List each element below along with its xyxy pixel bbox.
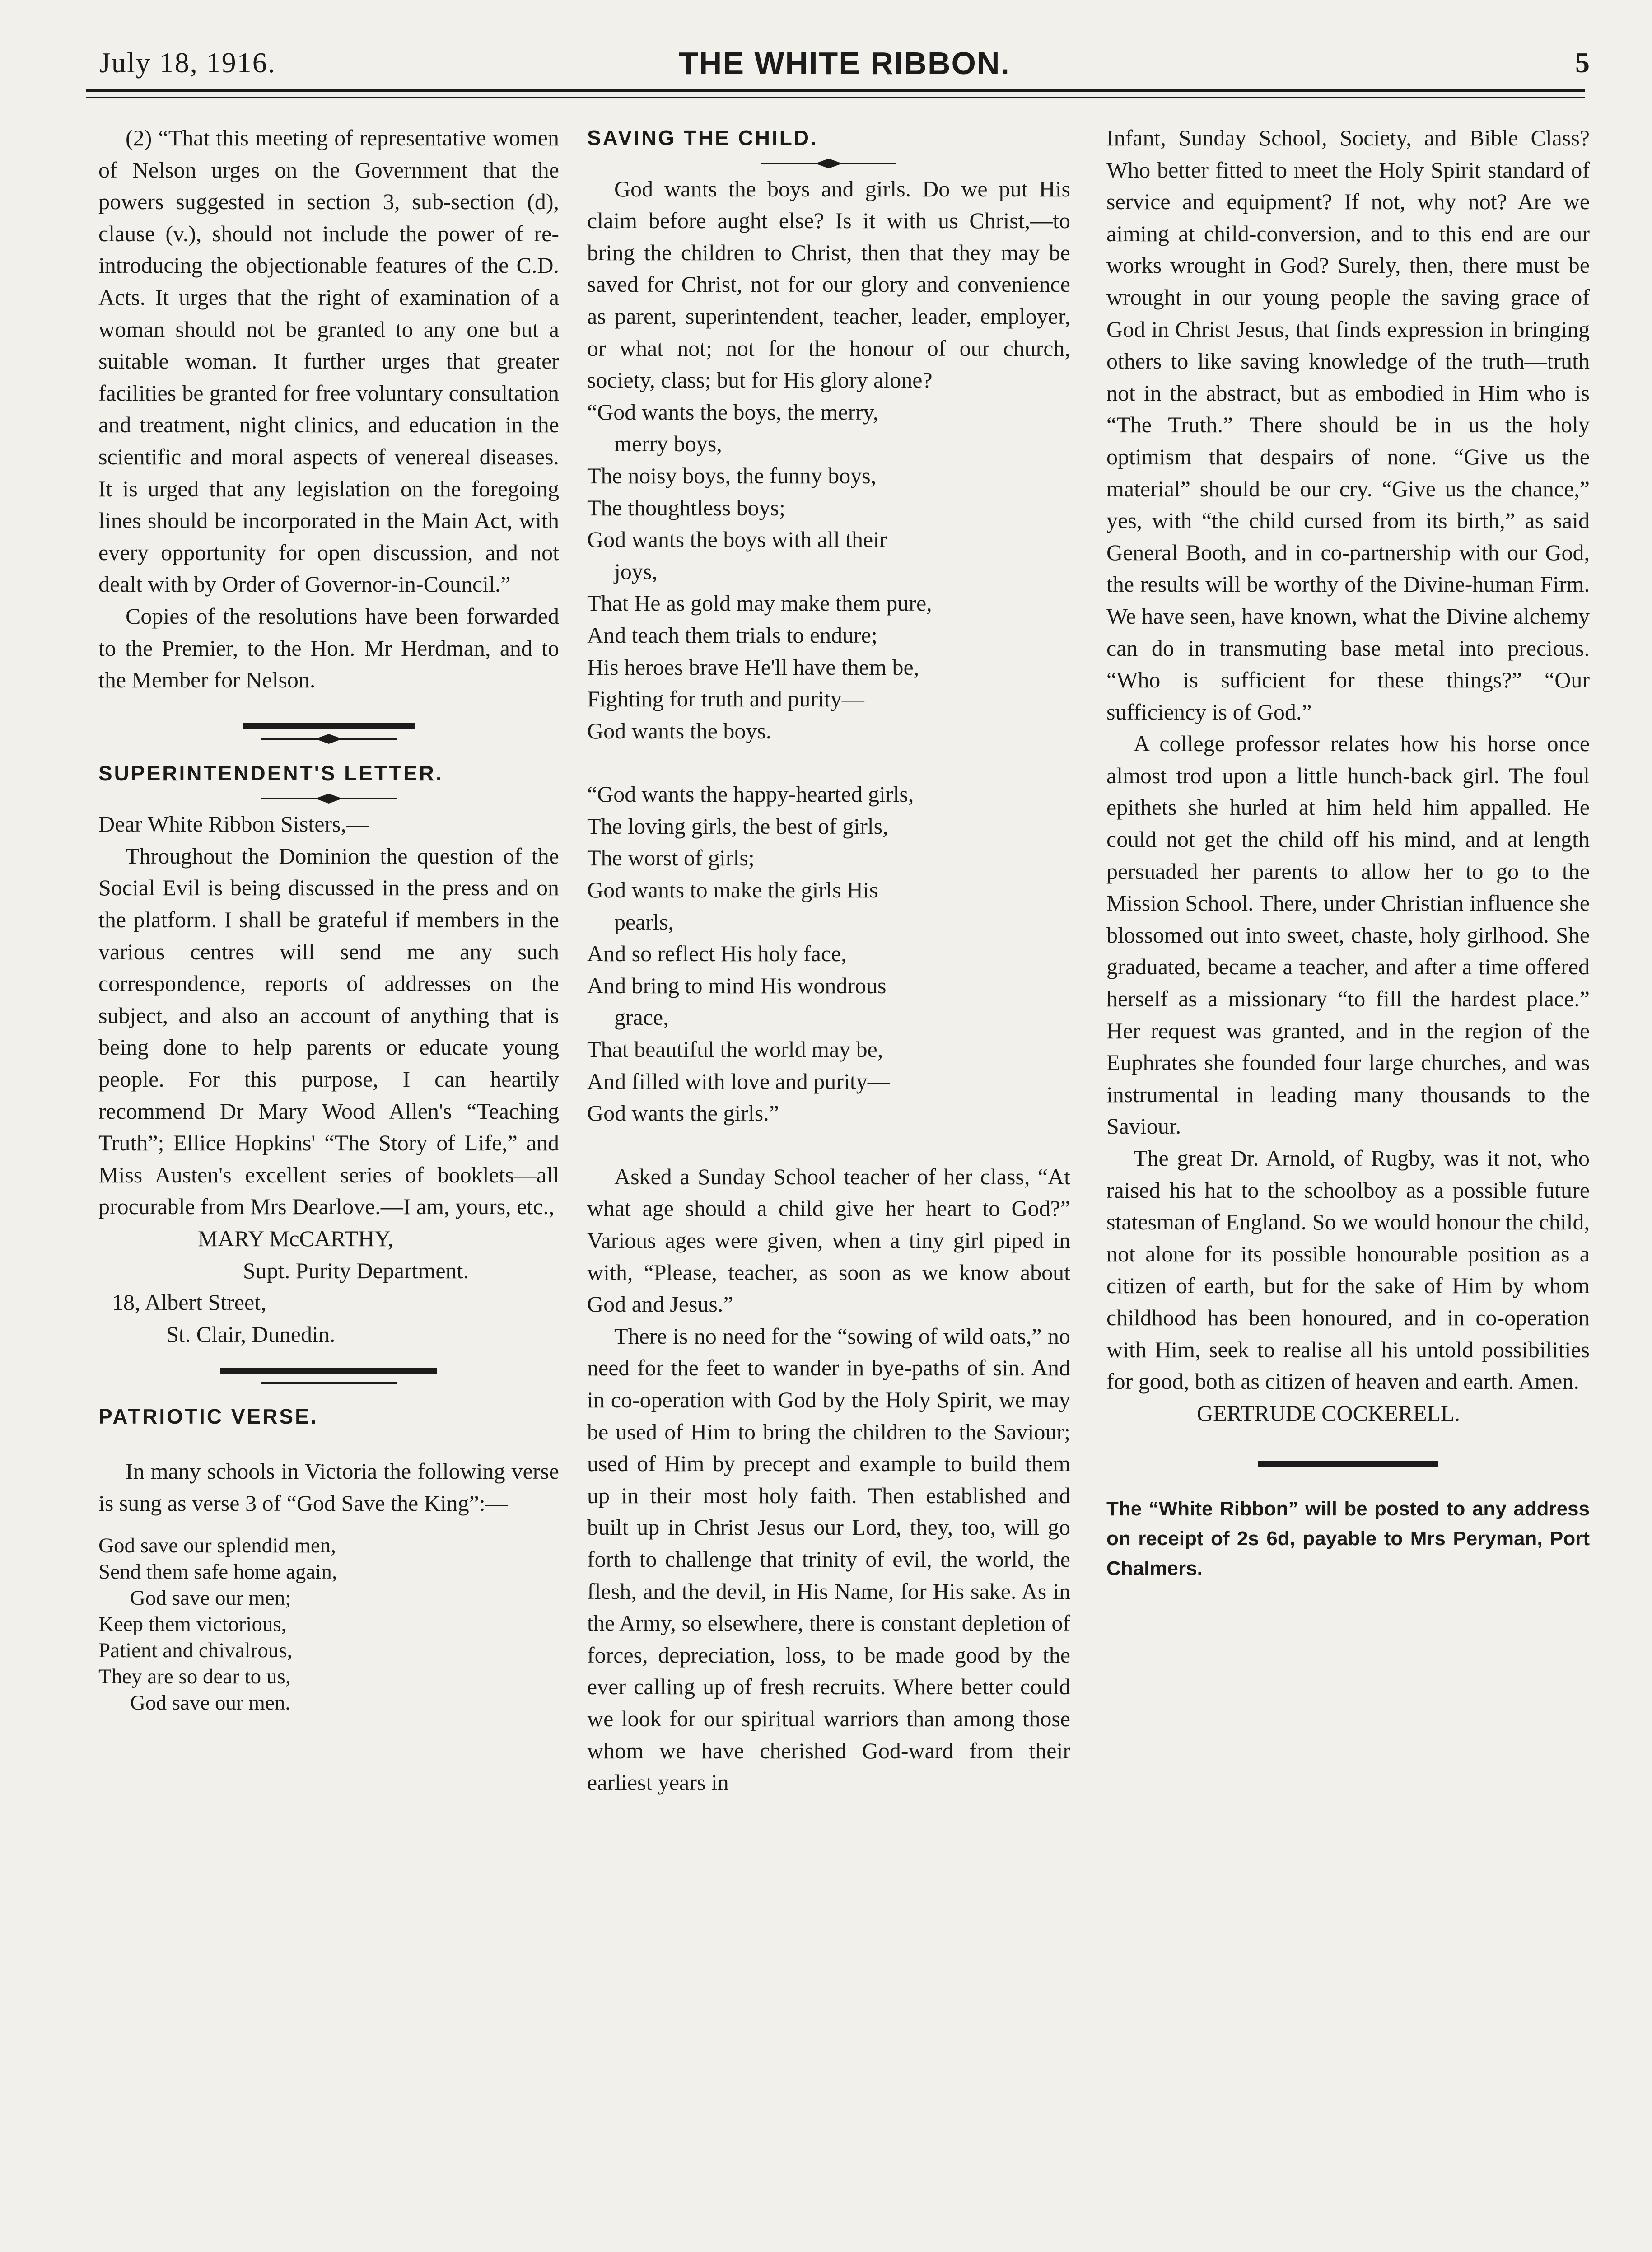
poem-line: The worst of girls;: [587, 845, 755, 871]
saving-the-child-heading: SAVING THE CHILD.: [587, 126, 818, 150]
section-divider: [243, 723, 415, 729]
ornament-divider-icon: [261, 1378, 397, 1388]
poem-line: That He as gold may make them pure,: [587, 590, 932, 616]
poem-line: His heroes brave He'll have them be,: [587, 654, 919, 680]
resolution-paragraph: (2) “That this meeting of representative women of Nelson urges on the Government that the powers suggested in section 3, sub-section (d), clause (v.), should not include the power of re-introducing the objectionable features of the C.D. Acts. It urges that the right of examination of a woman should not be granted to any one but a suitable woman. It further urges that greater facilities be granted for free voluntary consultation and treatment, night clinics, and education in the scientific and moral aspects of venereal diseases. It is urged that any legislation on the foregoing lines should be incorporated in the Main Act, with every opportunity for open discussion, and not dealt with by Order of Governor-in-Council.”: [98, 125, 559, 597]
poem-line: pearls,: [614, 909, 674, 934]
dr-arnold-paragraph: The great Dr. Arnold, of Rugby, was it not, who raised his hat to the schoolboy as a possible future statesman of England. So we would honour the child, not alone for its possible honourable position as a citizen of earth, but for the sake of Him by whom childhood has been honoured, and in co-operation with Him, seek to realise all his untold possibilities for good, both as citizen of heaven and earth. Amen.: [1106, 1145, 1590, 1394]
patriotic-verse-heading: PATRIOTIC VERSE.: [98, 1405, 318, 1429]
verse-line: God save our splendid men,: [98, 1534, 336, 1558]
continued-paragraph: Infant, Sunday School, Society, and Bible Class? Who better fitted to meet the Holy Spirit standard of service and equipment? If not, why not? Are we aiming at child-conversion, and to this end are our works wrought in God? Surely, then, there must be wrought in our young people the saving grace of God in Christ Jesus, that finds expression in bringing others to like saving knowledge of the truth—truth not in the abstract, but as embodied in Him who is “The Truth.” There should be in us the holy optimism that despairs of none. “Give us the material” should be our cry. “Give us the chance,” yes, with “the child cursed from its birth,” as said General Booth, and in co-partnership with our God, the results will be worthy of the Divine-human Firm. We have seen, have known, what the Divine alchemy can do in transmuting base metal into precious. “Who is sufficient for these things?” “Our sufficiency is of God.”: [1106, 125, 1590, 724]
section-divider: [220, 1368, 437, 1374]
letter-salutation: Dear White Ribbon Sisters,—: [98, 811, 369, 837]
poem-girls: [587, 778, 1070, 1129]
verse-line: Send them safe home again,: [98, 1560, 337, 1584]
poem-line: The loving girls, the best of girls,: [587, 813, 888, 839]
poem-line: Fighting for truth and purity—: [587, 686, 864, 712]
verse-line: They are so dear to us,: [98, 1665, 291, 1689]
verse-line: God save our men.: [130, 1691, 291, 1715]
poem-line: That beautiful the world may be,: [587, 1037, 883, 1062]
ornament-divider-icon: [261, 793, 397, 804]
verse-line: Keep them victorious,: [98, 1612, 287, 1636]
letter-address-line-1: 18, Albert Street,: [112, 1290, 266, 1315]
article-signature: GERTRUDE COCKERELL.: [1197, 1400, 1461, 1426]
sunday-school-paragraph: Asked a Sunday School teacher of her class, “At what age should a child give her heart to God?” Various ages were given, when a tiny girl piped in with, “Please, teacher, as soon as we know about God and Jesus.”: [587, 1163, 1070, 1317]
poem-boys: [587, 396, 1070, 747]
page-number: 5: [1575, 47, 1590, 79]
patriotic-verse: [98, 1532, 559, 1716]
newspaper-title: THE WHITE RIBBON.: [679, 46, 1010, 81]
letter-signature-title: Supt. Purity Department.: [243, 1257, 469, 1283]
poem-line: And filled with love and purity—: [587, 1068, 890, 1094]
poem-line: God wants to make the girls His: [587, 877, 878, 903]
poem-line: grace,: [614, 1005, 669, 1030]
saving-intro-paragraph: God wants the boys and girls. Do we put His claim before aught else? Is it with us Christ,—to bring the children to Christ, then that they may be saved for Christ, not for our glory and convenience as parent, superintendent, teacher, leader, employer, or what not; not for the honour of our church, society, class; but for His glory alone?: [587, 176, 1070, 393]
column-1: [98, 122, 559, 1716]
poem-line: God wants the boys with all their: [587, 527, 887, 552]
poem-line: merry boys,: [614, 431, 722, 457]
poem-line: “God wants the happy-hearted girls,: [587, 781, 914, 807]
header-rule-thin: [86, 97, 1585, 98]
letter-body: Throughout the Dominion the question of the Social Evil is being discussed in the press and on the platform. I shall be grateful if members in the various centres will send me any such correspondence, reports of addresses on the subject, and also an account of anything that is being done to help parents or educate young people. For this purpose, I can heartily recommend Dr Mary Wood Allen's “Teaching Truth”; Ellice Hopkins' “The Story of Life,” and Miss Austen's excellent series of booklets—all procurable from Mrs Dearlove.—I am, yours, etc.,: [98, 843, 559, 1219]
poem-line: God wants the boys.: [587, 718, 772, 743]
subscription-notice: The “White Ribbon” will be posted to any address on receipt of 2s 6d, payable to Mrs Peryman, Port Chalmers.: [1106, 1498, 1590, 1580]
poem-line: The noisy boys, the funny boys,: [587, 463, 877, 488]
poem-line: The thoughtless boys;: [587, 495, 785, 520]
poem-line: God wants the girls.”: [587, 1100, 779, 1126]
verse-line: God save our men;: [130, 1586, 291, 1610]
header-rule: [86, 89, 1585, 92]
wild-oats-paragraph: There is no need for the “sowing of wild oats,” no need for the feet to wander in bye-paths of sin. And in co-operation with God by the Holy Spirit, we may be used of Him to bring the children to the Saviour; used of Him by precept and example to build them up in their most holy faith. Then established and built up in Christ Jesus our Lord, they, too, will go forth to challenge that trinity of evil, the world, the flesh, and the devil, in His Name, for His sake. As in the Army, so elsewhere, there is constant depletion of forces, depreciation, loss, to be made good by the ever calling up of fresh recruits. Where better could we look for our spiritual warriors than among those whom we have cherished God-ward from their earliest years in: [587, 1323, 1070, 1795]
letter-signature-name: MARY McCARTHY,: [198, 1226, 394, 1251]
college-professor-paragraph: A college professor relates how his horse once almost trod upon a little hunch-back girl. The foul epithets she hurled at him held him appalled. He could not get the child off his mind, and at length persuaded her parents to allow her to go to the Mission School. There, under Christian influence she blossomed out into sweet, chaste, holy girlhood. She graduated, became a teacher, and after a time offered herself as a missionary “to fill the hardest place.” Her request was granted, and in the region of the Euphrates she founded four large churches, and was instrumental in leading many thousands to the Saviour.: [1106, 731, 1590, 1139]
ornament-divider-icon: [261, 733, 397, 745]
poem-line: And so reflect His holy face,: [587, 941, 847, 967]
column-3: [1106, 122, 1590, 1584]
patriotic-intro: In many schools in Victoria the following verse is sung as verse 3 of “God Save the King”:—: [98, 1458, 559, 1516]
superintendent-letter-heading: SUPERINTENDENT'S LETTER.: [98, 761, 443, 785]
section-divider: [1258, 1461, 1438, 1467]
column-2: [587, 122, 1070, 1799]
verse-line: Patient and chivalrous,: [98, 1639, 293, 1663]
letter-address-line-2: St. Clair, Dunedin.: [166, 1321, 336, 1347]
ornament-divider-icon: [761, 158, 896, 169]
resolution-copies-paragraph: Copies of the resolutions have been forwarded to the Premier, to the Hon. Mr Herdman, and to the Member for Nelson.: [98, 603, 559, 693]
poem-line: “God wants the boys, the merry,: [587, 399, 879, 425]
poem-line: And bring to mind His wondrous: [587, 972, 887, 998]
poem-line: And teach them trials to endure;: [587, 622, 877, 648]
issue-date: July 18, 1916.: [99, 47, 276, 79]
poem-line: joys,: [614, 558, 658, 584]
page-header: [99, 42, 1590, 82]
